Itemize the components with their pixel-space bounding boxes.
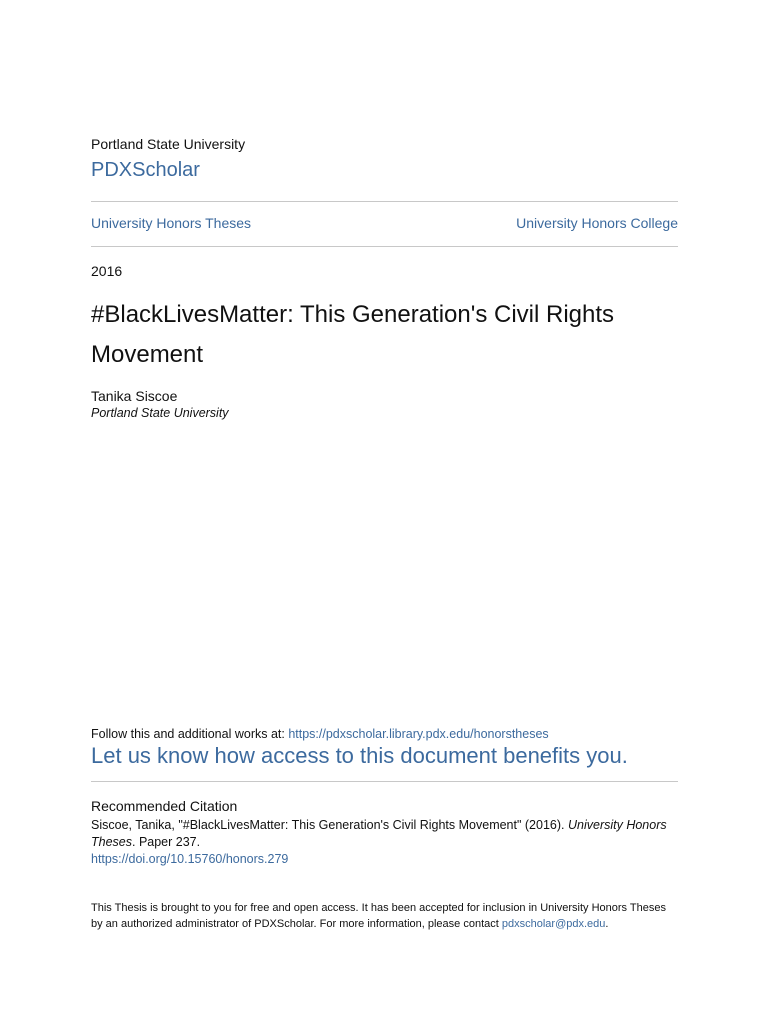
author-name: Tanika Siscoe: [91, 388, 178, 404]
citation-main: Siscoe, Tanika, "#BlackLivesMatter: This Generation's Civil Rights Movement" (2016).: [91, 818, 568, 832]
paper-title: #BlackLivesMatter: This Generation's Civil Rights Movement: [91, 301, 615, 368]
follow-prefix: Follow this and additional works at:: [91, 727, 289, 741]
citation-journal: University Honors Theses: [91, 818, 667, 849]
publication-year: 2016: [91, 263, 123, 279]
citation-paper-number: . Paper 237.: [132, 835, 201, 849]
citation-heading: Recommended Citation: [91, 798, 238, 814]
collection-url-link[interactable]: https://pdxscholar.library.pdx.edu/honorstheses: [288, 727, 549, 741]
divider-top: [91, 201, 678, 202]
divider-citation: [91, 781, 678, 782]
access-notice-suffix: .: [605, 917, 609, 930]
repository-link[interactable]: PDXScholar: [91, 159, 200, 181]
author-affiliation: Portland State University: [91, 406, 229, 420]
citation-text: [91, 817, 678, 851]
institution-name: Portland State University: [91, 136, 246, 152]
access-notice-text: This Thesis is brought to you for free and open access. It has been accepted for inclusion in University Honors Theses by an authorized administrator of PDXScholar. For more information, please contact: [91, 902, 666, 930]
divider-nav: [91, 246, 678, 247]
access-notice: [91, 901, 678, 932]
college-link[interactable]: University Honors College: [516, 215, 678, 231]
doi-link[interactable]: https://doi.org/10.15760/honors.279: [91, 852, 289, 866]
series-link[interactable]: University Honors Theses: [91, 215, 252, 231]
collection-nav: [91, 213, 678, 233]
cover-page: [91, 0, 678, 1024]
contact-email-link[interactable]: pdxscholar@pdx.edu: [501, 917, 606, 930]
benefits-feedback-link[interactable]: Let us know how access to this document benefits you.: [91, 743, 628, 768]
